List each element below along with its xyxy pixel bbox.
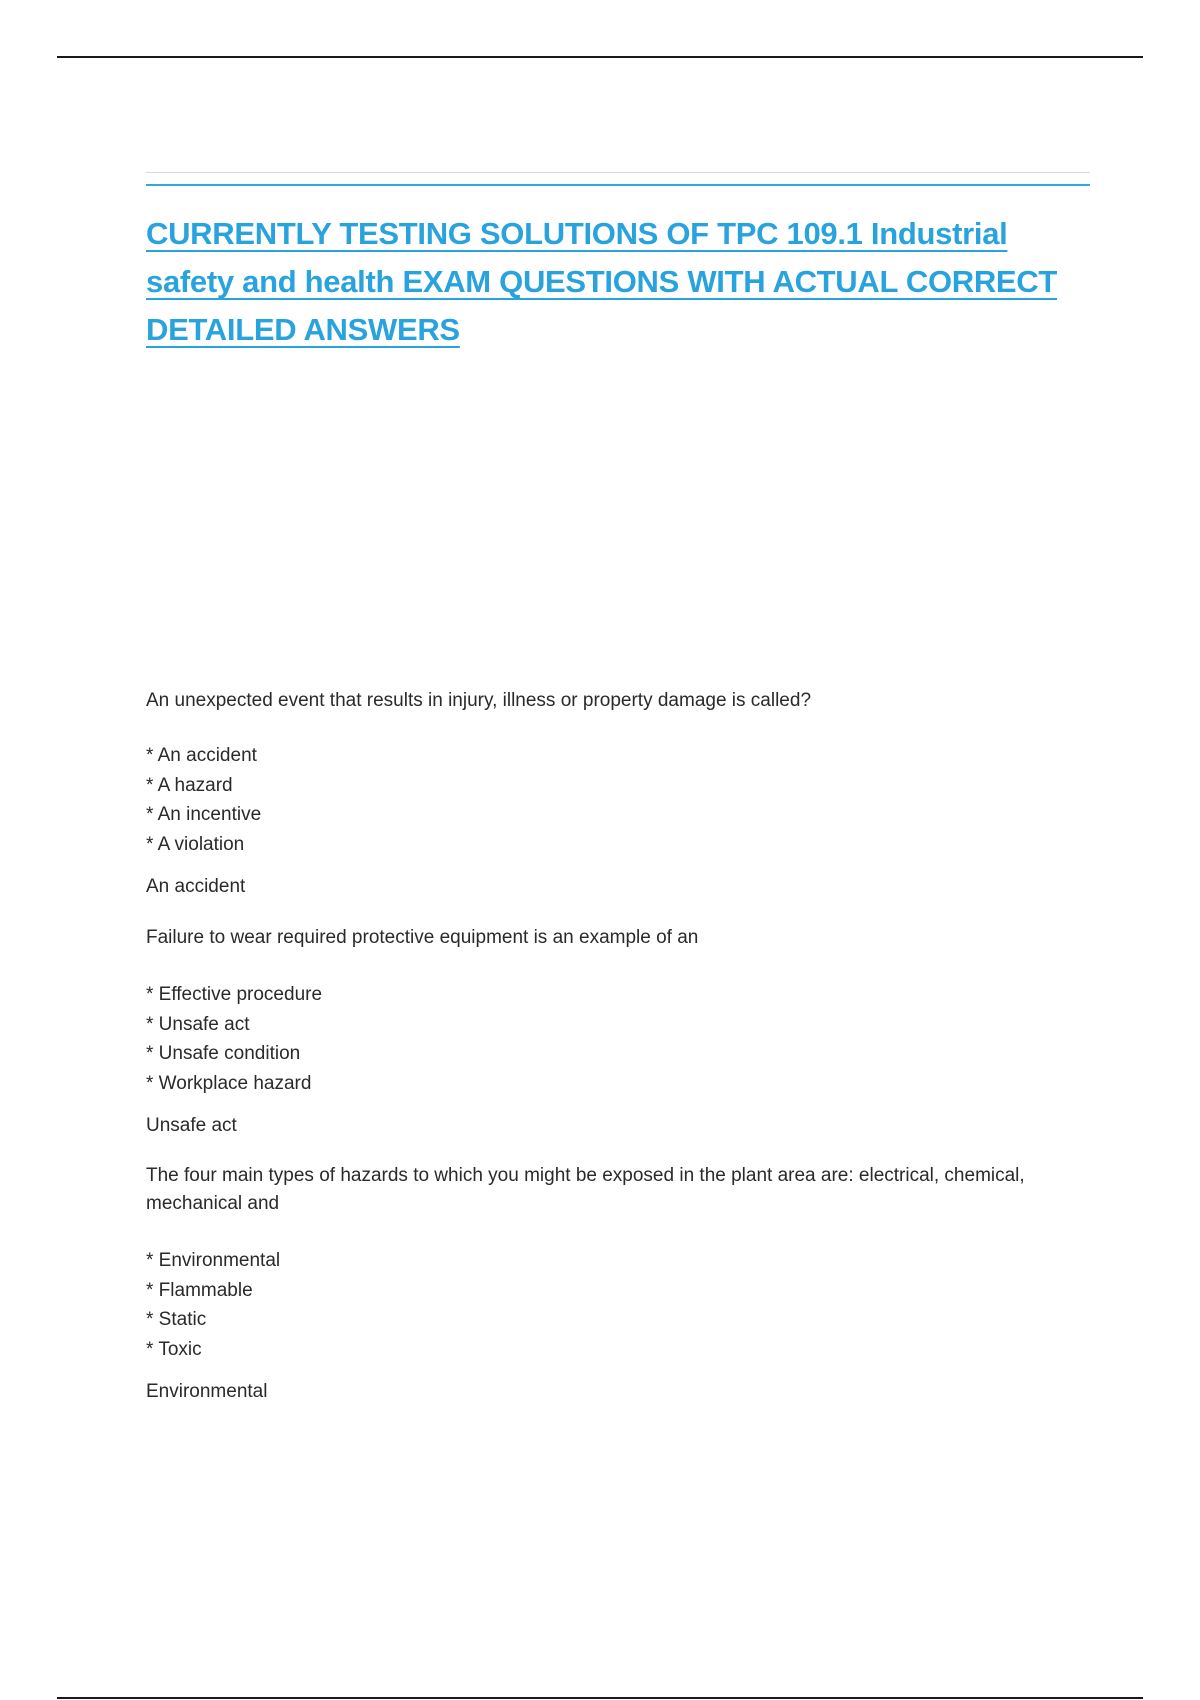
option-item: * Static [146,1309,207,1330]
question-block-3 [146,1162,1090,1406]
answer-text: Environmental [146,1381,268,1402]
question-block-2 [146,924,1090,1140]
option-item: * A violation [146,833,245,855]
title-light-rule [146,172,1090,173]
option-item: * Flammable [146,1279,253,1301]
option-item: * Effective procedure [146,984,323,1005]
question-block-1 [146,687,1090,901]
answer-text: Unsafe act [146,1115,237,1136]
option-item: * Environmental [146,1250,281,1271]
answer-text: An accident [146,876,246,897]
option-list [146,1246,1090,1364]
option-item: * A hazard [146,774,233,796]
title-blue-rule [146,184,1090,186]
option-item: * An incentive [146,804,262,825]
page-bottom-rule [57,1697,1143,1699]
option-list [146,741,1090,859]
option-item: * An accident [146,745,257,766]
option-list [146,980,1090,1098]
title-rules [146,172,1090,186]
option-item: * Unsafe condition [146,1043,301,1064]
option-item: * Workplace hazard [146,1072,312,1094]
page-top-rule [57,56,1143,58]
document-title-text: CURRENTLY TESTING SOLUTIONS OF TPC 109.1 Industrial safety and health EXAM QUESTIONS WITH ACTUAL CORRECT DETAILED ANSWERS [146,216,1058,347]
question-text: Failure to wear required protective equipment is an example of an [146,927,699,948]
question-text: The four main types of hazards to which you might be exposed in the plant area are: electrical, chemical, mechanical and [146,1165,1025,1214]
question-text: An unexpected event that results in injury, illness or property damage is called? [146,690,812,711]
document-title [146,210,1090,354]
option-item: * Toxic [146,1338,202,1360]
option-item: * Unsafe act [146,1013,250,1035]
